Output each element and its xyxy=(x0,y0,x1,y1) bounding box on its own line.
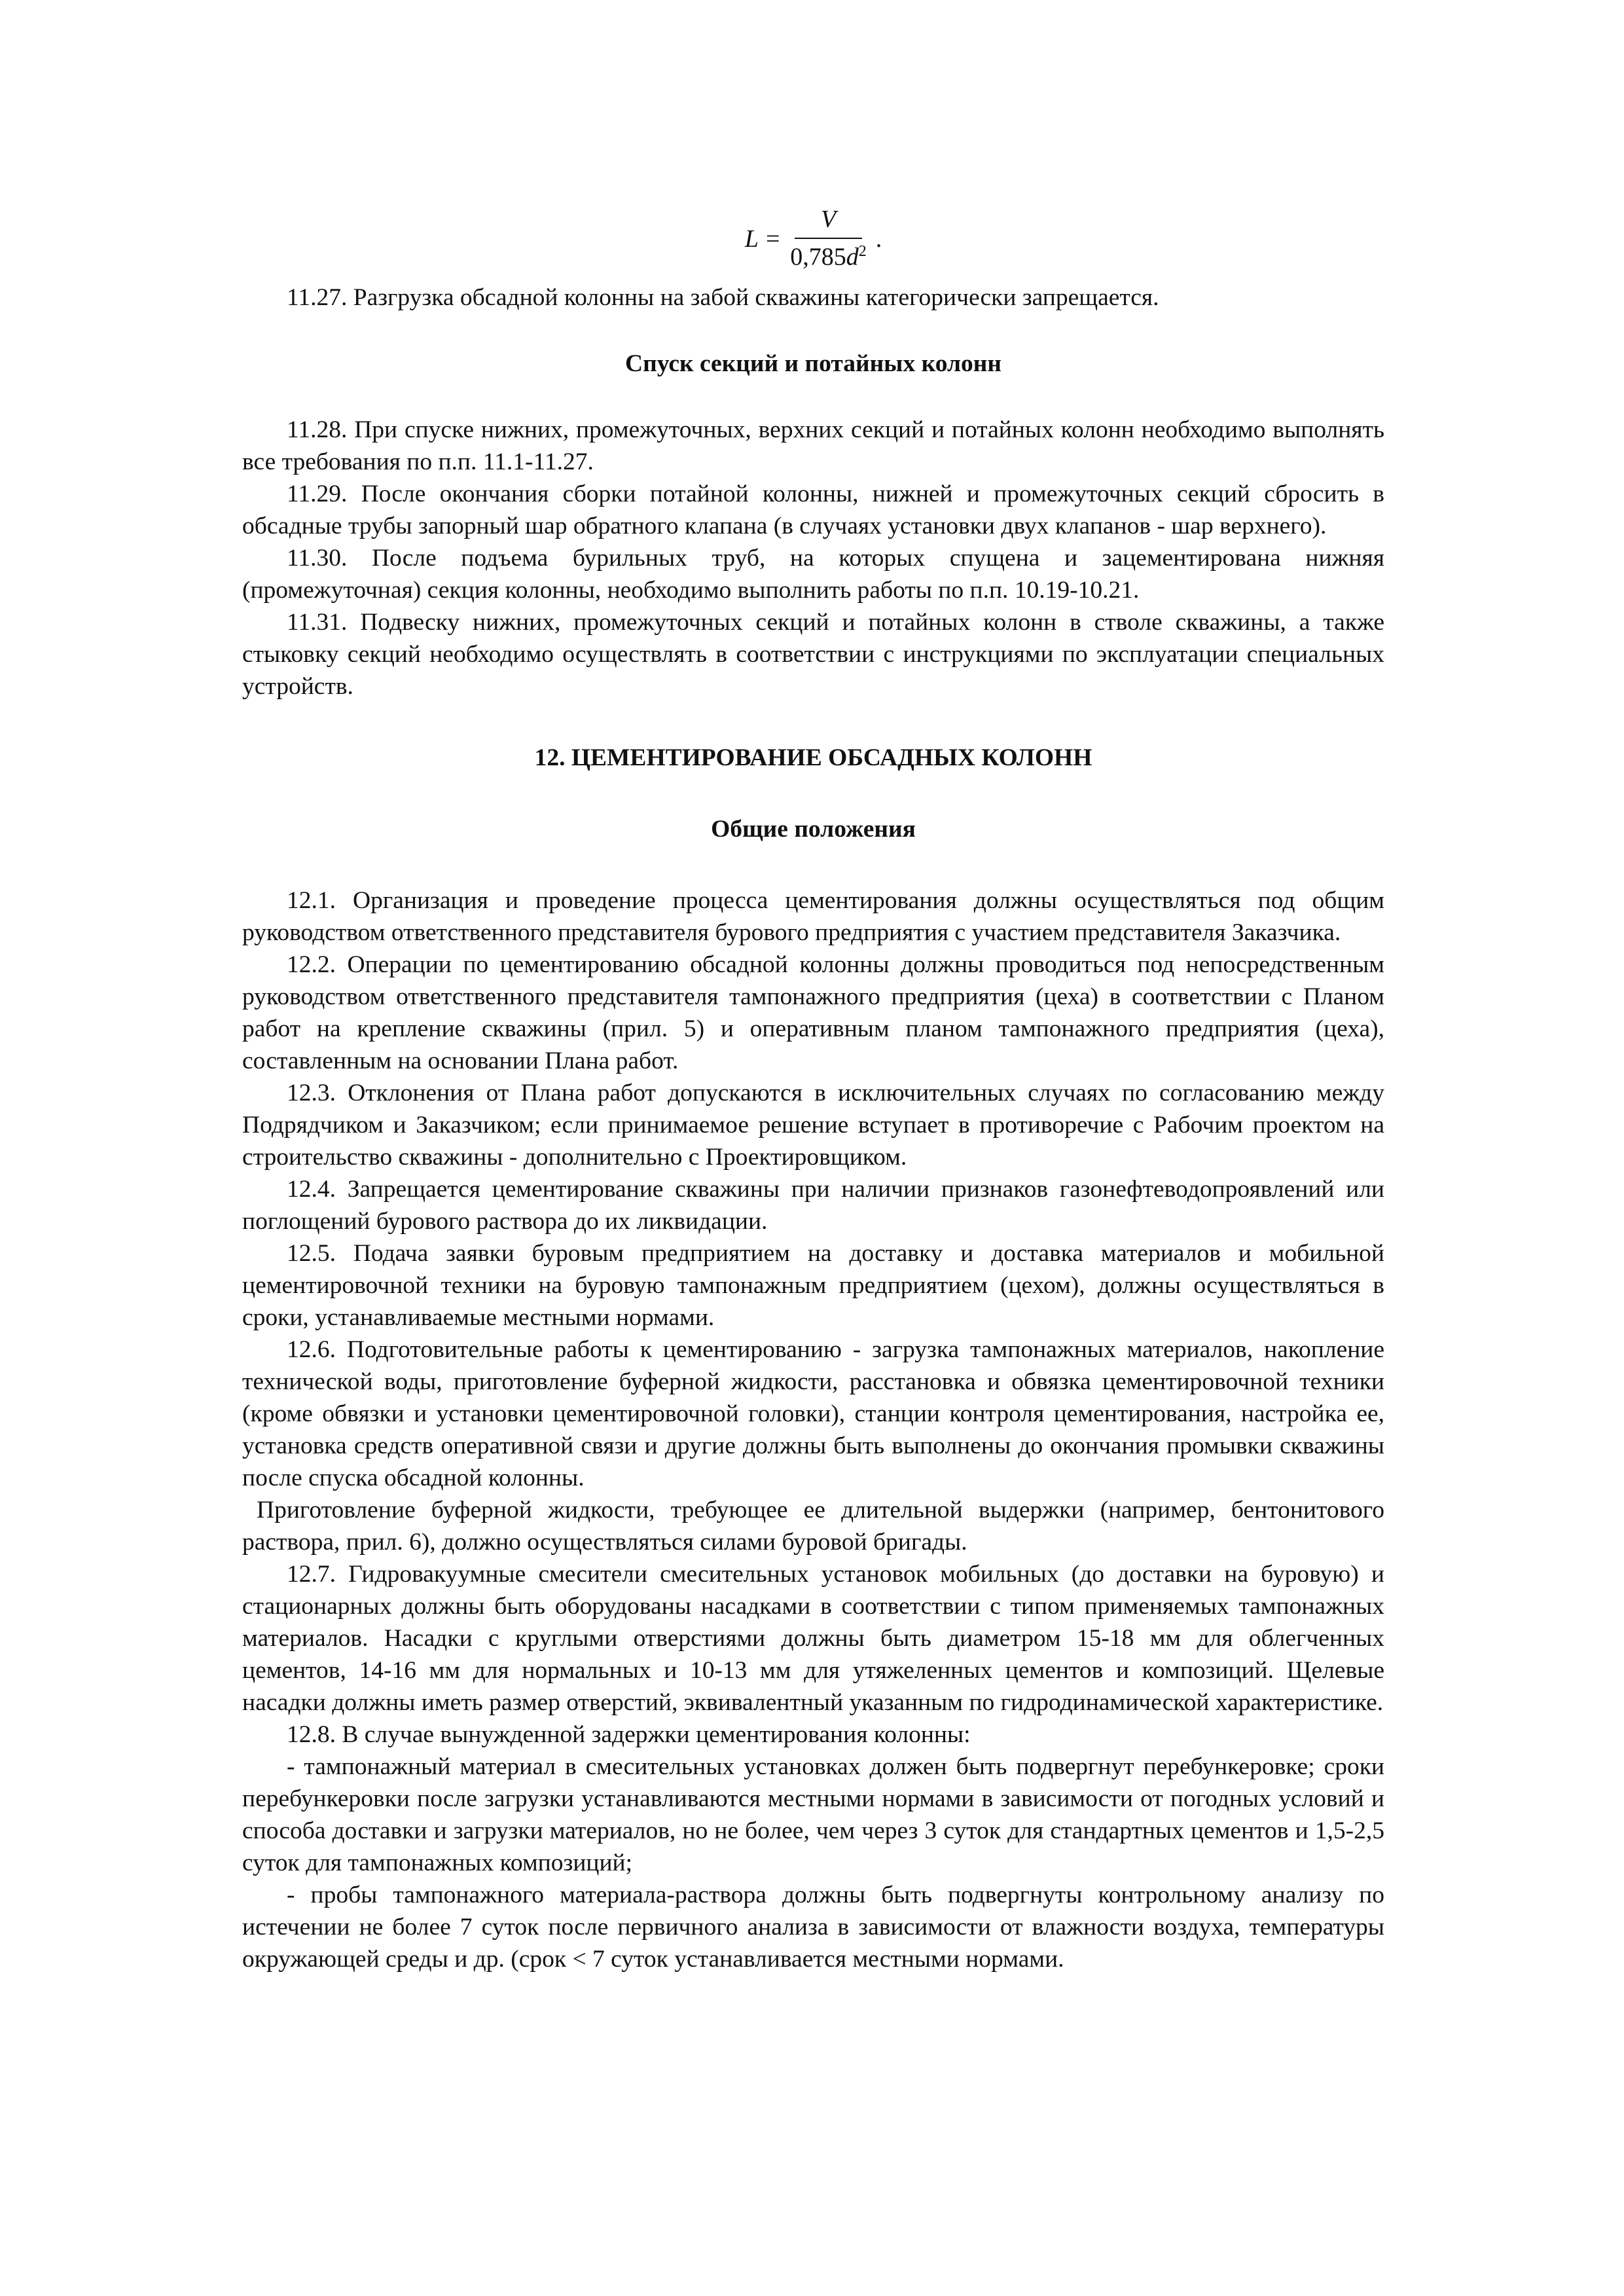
paragraph-11-30: 11.30. После подъема бурильных труб, на которых спущена и зацементирована нижняя (промежуточная) секция колонны, необходимо выполнить работы по п.п. 10.19-10.21. xyxy=(242,545,1384,604)
formula-fraction xyxy=(790,206,867,271)
paragraph-11-29: 11.29. После окончания сборки потайной колонны, нижней и промежуточных секций сбросить в обсадные трубы запорный шар обратного клапана (в случаях установки двух клапанов - шар верхнего). xyxy=(242,481,1384,539)
paragraph-12-1: 12.1. Организация и проведение процесса цементирования должны осуществляться под общим руководством ответственного представителя бурового предприятия с участием представителя Заказчика. xyxy=(242,887,1384,946)
paragraph-12-7: 12.7. Гидровакуумные смесители смесительных установок мобильных (до доставки на буровую) и стационарных должны быть оборудованы насадками в соответствии с типом применяемых тампонажных материалов. Насадки с круглыми отверстиями должны быть диаметром 15-18 мм для облегченных цементов, 14-16 мм для нормальных и 10-13 мм для утяжеленных цементов и композиций. Щелевые насадки должны иметь размер отверстий, эквивалентный указанным по гидродинамической характеристике. xyxy=(242,1561,1384,1716)
paragraph-11-27: 11.27. Разгрузка обсадной колонны на забой скважины категорически запрещается. xyxy=(287,284,1159,311)
paragraph-12-6: 12.6. Подготовительные работы к цементированию - загрузка тампонажных материалов, накопление технической воды, приготовление буферной жидкости, расстановка и обвязка цементировочной техники (кроме обвязки и установки цементировочной головки), станции контроля цементирования, настройка ее, установка средств оперативной связи и другие должны быть выполнены до окончания промывки скважины после спуска обсадной колонны. xyxy=(242,1336,1384,1491)
section-heading-12: 12. ЦЕМЕНТИРОВАНИЕ ОБСАДНЫХ КОЛОНН xyxy=(534,744,1092,771)
formula-denominator xyxy=(790,239,867,271)
paragraph-12-4: 12.4. Запрещается цементирование скважины при наличии признаков газонефтеводопроявлений или поглощений бурового раствора до их ликвидации. xyxy=(242,1176,1384,1235)
paragraph-11-28: 11.28. При спуске нижних, промежуточных, верхних секций и потайных колонн необходимо выполнять все требования по п.п. 11.1-11.27. xyxy=(242,416,1384,475)
formula-length xyxy=(242,196,1384,282)
paragraph-12-6-continued: Приготовление буферной жидкости, требующее ее длительной выдержки (например, бентонитового раствора, прил. 6), должно осуществляться силами буровой бригады. xyxy=(242,1497,1384,1556)
paragraph-12-3: 12.3. Отклонения от Плана работ допускаются в исключительных случаях по согласованию между Подрядчиком и Заказчиком; если принимаемое решение вступает в противоречие с Рабочим проектом на строительство скважины - дополнительно с Проектировщиком. xyxy=(242,1080,1384,1171)
formula-denominator-var: d xyxy=(846,243,859,271)
formula-tail: . xyxy=(875,225,882,253)
formula-denominator-exp: 2 xyxy=(858,243,867,261)
paragraph-12-5: 12.5. Подача заявки буровым предприятием на доставку и доставка материалов и мобильной цементировочной техники на буровую тампонажным предприятием (цехом), должны осуществляться в сроки, устанавливаемые местными нормами. xyxy=(242,1240,1384,1331)
paragraph-12-2: 12.2. Операции по цементированию обсадной колонны должны проводиться под непосредственным руководством ответственного представителя тампонажного предприятия (цеха) в соответствии с Планом работ на крепление скважины (прил. 5) и оперативным планом тампонажного предприятия (цеха), составленным на основании Плана работ. xyxy=(242,951,1384,1074)
paragraph-12-8-item-a: - тампонажный материал в смесительных установках должен быть подвергнут перебункеровке; сроки перебункеровки после загрузки устанавливаются местными нормами в зависимости от погодных условий и способа доставки и загрузки материалов, но не более, чем через 3 суток для стандартных цементов и 1,5-2,5 суток для тампонажных композиций; xyxy=(242,1753,1384,1876)
paragraph-12-8: 12.8. В случае вынужденной задержки цементирования колонны: xyxy=(287,1721,971,1748)
formula-lhs: L = xyxy=(744,225,782,253)
document-page xyxy=(242,196,1384,1975)
paragraph-12-8-item-b: - пробы тампонажного материала-раствора должны быть подвергнуты контрольному анализу по истечении не более 7 суток после первичного анализа в зависимости от влажности воздуха, температуры окружающей среды и др. (срок < 7 суток устанавливается местными нормами. xyxy=(242,1882,1384,1973)
paragraph-11-31: 11.31. Подвеску нижних, промежуточных секций и потайных колонн в стволе скважины, а также стыковку секций необходимо осуществлять в соответствии с инструкциями по эксплуатации специальных устройств. xyxy=(242,609,1384,700)
subheading-spusk: Спуск секций и потайных колонн xyxy=(625,350,1001,377)
subheading-obshie: Общие положения xyxy=(711,816,916,843)
formula-denominator-coef: 0,785 xyxy=(790,243,846,271)
formula-numerator: V xyxy=(795,206,862,239)
